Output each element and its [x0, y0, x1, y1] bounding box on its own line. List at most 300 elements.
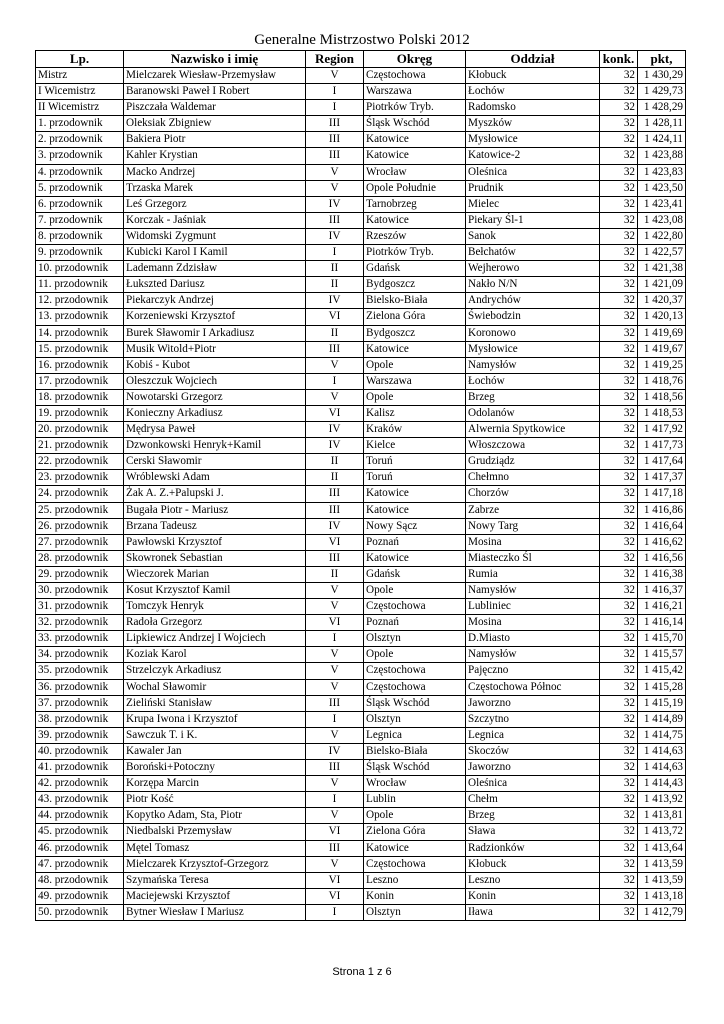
cell-okreg: Śląsk Wschód: [364, 116, 466, 132]
cell-pkt: 1 420,37: [638, 293, 686, 309]
cell-pkt: 1 413,59: [638, 872, 686, 888]
cell-region: IV: [306, 422, 364, 438]
cell-pkt: 1 423,08: [638, 212, 686, 228]
cell-pkt: 1 421,38: [638, 261, 686, 277]
table-row: [36, 68, 686, 84]
cell-lp: 25. przodownik: [36, 502, 124, 518]
cell-lp: 9. przodownik: [36, 245, 124, 261]
cell-name: Widomski Zygmunt: [124, 228, 306, 244]
cell-name: Skowronek Sebastian: [124, 550, 306, 566]
cell-pkt: 1 418,53: [638, 405, 686, 421]
table-row: [36, 164, 686, 180]
cell-konk: 32: [600, 470, 638, 486]
cell-lp: II Wicemistrz: [36, 100, 124, 116]
cell-region: V: [306, 357, 364, 373]
cell-name: Żak A. Z.+Palupski J.: [124, 486, 306, 502]
cell-konk: 32: [600, 373, 638, 389]
cell-oddzial: Namysłów: [466, 357, 600, 373]
cell-okreg: Olsztyn: [364, 904, 466, 920]
cell-name: Leś Grzegorz: [124, 196, 306, 212]
table-row: [36, 325, 686, 341]
cell-okreg: Opole: [364, 357, 466, 373]
cell-region: II: [306, 566, 364, 582]
cell-okreg: Bydgoszcz: [364, 325, 466, 341]
cell-konk: 32: [600, 148, 638, 164]
cell-region: II: [306, 454, 364, 470]
table-row: [36, 792, 686, 808]
cell-okreg: Opole: [364, 389, 466, 405]
cell-lp: 37. przodownik: [36, 695, 124, 711]
table-row: [36, 824, 686, 840]
cell-region: V: [306, 663, 364, 679]
cell-pkt: 1 416,64: [638, 518, 686, 534]
cell-lp: 35. przodownik: [36, 663, 124, 679]
cell-oddzial: Chorzów: [466, 486, 600, 502]
header-name: Nazwisko i imię: [124, 51, 306, 68]
cell-lp: I Wicemistrz: [36, 84, 124, 100]
cell-konk: 32: [600, 196, 638, 212]
cell-name: Burek Sławomir I Arkadiusz: [124, 325, 306, 341]
cell-okreg: Katowice: [364, 132, 466, 148]
cell-name: Mętel Tomasz: [124, 840, 306, 856]
table-row: [36, 470, 686, 486]
cell-pkt: 1 421,09: [638, 277, 686, 293]
cell-region: V: [306, 776, 364, 792]
table-row: [36, 615, 686, 631]
cell-lp: 2. przodownik: [36, 132, 124, 148]
cell-pkt: 1 423,88: [638, 148, 686, 164]
cell-lp: 46. przodownik: [36, 840, 124, 856]
cell-pkt: 1 416,38: [638, 566, 686, 582]
header-region: Region: [306, 51, 364, 68]
cell-lp: 38. przodownik: [36, 711, 124, 727]
cell-region: III: [306, 695, 364, 711]
cell-region: II: [306, 261, 364, 277]
cell-konk: 32: [600, 824, 638, 840]
cell-konk: 32: [600, 84, 638, 100]
cell-name: Tomczyk Henryk: [124, 599, 306, 615]
cell-okreg: Kielce: [364, 438, 466, 454]
cell-pkt: 1 422,57: [638, 245, 686, 261]
cell-oddzial: Prudnik: [466, 180, 600, 196]
table-row: [36, 373, 686, 389]
cell-oddzial: Radzionków: [466, 840, 600, 856]
cell-name: Zieliński Stanisław: [124, 695, 306, 711]
table-row: [36, 776, 686, 792]
cell-name: Kobiś - Kubot: [124, 357, 306, 373]
table-row: [36, 309, 686, 325]
cell-konk: 32: [600, 518, 638, 534]
cell-okreg: Piotrków Tryb.: [364, 245, 466, 261]
cell-okreg: Piotrków Tryb.: [364, 100, 466, 116]
cell-lp: 15. przodownik: [36, 341, 124, 357]
cell-name: Sawczuk T. i K.: [124, 727, 306, 743]
cell-pkt: 1 417,37: [638, 470, 686, 486]
table-row: [36, 132, 686, 148]
cell-lp: 1. przodownik: [36, 116, 124, 132]
cell-region: II: [306, 470, 364, 486]
cell-konk: 32: [600, 856, 638, 872]
cell-lp: 26. przodownik: [36, 518, 124, 534]
cell-name: Wróblewski Adam: [124, 470, 306, 486]
cell-pkt: 1 423,83: [638, 164, 686, 180]
table-header-row: [36, 51, 686, 68]
table-row: [36, 840, 686, 856]
cell-pkt: 1 416,14: [638, 615, 686, 631]
cell-konk: 32: [600, 261, 638, 277]
table-row: [36, 518, 686, 534]
cell-name: Korzępa Marcin: [124, 776, 306, 792]
cell-okreg: Gdańsk: [364, 261, 466, 277]
cell-region: VI: [306, 534, 364, 550]
cell-konk: 32: [600, 180, 638, 196]
cell-oddzial: Namysłów: [466, 583, 600, 599]
cell-oddzial: Włoszczowa: [466, 438, 600, 454]
cell-name: Strzelczyk Arkadiusz: [124, 663, 306, 679]
cell-konk: 32: [600, 727, 638, 743]
cell-oddzial: Bełchatów: [466, 245, 600, 261]
cell-pkt: 1 413,59: [638, 856, 686, 872]
table-row: [36, 212, 686, 228]
cell-pkt: 1 413,64: [638, 840, 686, 856]
cell-oddzial: Mosina: [466, 615, 600, 631]
cell-pkt: 1 417,73: [638, 438, 686, 454]
cell-name: Konieczny Arkadiusz: [124, 405, 306, 421]
cell-konk: 32: [600, 212, 638, 228]
cell-lp: 5. przodownik: [36, 180, 124, 196]
cell-lp: 31. przodownik: [36, 599, 124, 615]
cell-oddzial: Leszno: [466, 872, 600, 888]
cell-okreg: Zielona Góra: [364, 309, 466, 325]
cell-oddzial: Nakło N/N: [466, 277, 600, 293]
cell-oddzial: Oleśnica: [466, 164, 600, 180]
cell-konk: 32: [600, 68, 638, 84]
cell-pkt: 1 423,41: [638, 196, 686, 212]
cell-oddzial: Andrychów: [466, 293, 600, 309]
header-okreg: Okręg: [364, 51, 466, 68]
cell-name: Mielczarek Krzysztof-Grzegorz: [124, 856, 306, 872]
cell-okreg: Olsztyn: [364, 631, 466, 647]
cell-konk: 32: [600, 357, 638, 373]
cell-pkt: 1 412,79: [638, 904, 686, 920]
cell-region: V: [306, 727, 364, 743]
cell-region: III: [306, 840, 364, 856]
cell-oddzial: Brzeg: [466, 808, 600, 824]
cell-pkt: 1 416,86: [638, 502, 686, 518]
cell-oddzial: Mysłowice: [466, 132, 600, 148]
table-row: [36, 357, 686, 373]
cell-oddzial: Sanok: [466, 228, 600, 244]
cell-okreg: Legnica: [364, 727, 466, 743]
cell-region: V: [306, 679, 364, 695]
cell-region: III: [306, 148, 364, 164]
cell-region: V: [306, 808, 364, 824]
cell-region: I: [306, 245, 364, 261]
cell-name: Oleksiak Zbigniew: [124, 116, 306, 132]
cell-okreg: Olsztyn: [364, 711, 466, 727]
cell-oddzial: Mosina: [466, 534, 600, 550]
cell-region: IV: [306, 743, 364, 759]
cell-okreg: Gdańsk: [364, 566, 466, 582]
cell-pkt: 1 428,11: [638, 116, 686, 132]
cell-pkt: 1 415,70: [638, 631, 686, 647]
cell-name: Dzwonkowski Henryk+Kamil: [124, 438, 306, 454]
cell-lp: 14. przodownik: [36, 325, 124, 341]
cell-name: Radoła Grzegorz: [124, 615, 306, 631]
cell-konk: 32: [600, 277, 638, 293]
cell-konk: 32: [600, 904, 638, 920]
cell-oddzial: Jaworzno: [466, 695, 600, 711]
cell-lp: 49. przodownik: [36, 888, 124, 904]
table-row: [36, 341, 686, 357]
cell-region: II: [306, 277, 364, 293]
cell-pkt: 1 419,25: [638, 357, 686, 373]
cell-pkt: 1 418,76: [638, 373, 686, 389]
cell-okreg: Wrocław: [364, 164, 466, 180]
cell-region: III: [306, 212, 364, 228]
cell-oddzial: Iława: [466, 904, 600, 920]
cell-name: Musik Witold+Piotr: [124, 341, 306, 357]
cell-konk: 32: [600, 438, 638, 454]
cell-okreg: Kalisz: [364, 405, 466, 421]
table-row: [36, 679, 686, 695]
cell-name: Boroński+Potoczny: [124, 760, 306, 776]
cell-pkt: 1 430,29: [638, 68, 686, 84]
cell-lp: 27. przodownik: [36, 534, 124, 550]
cell-oddzial: Skoczów: [466, 743, 600, 759]
cell-name: Brzana Tadeusz: [124, 518, 306, 534]
cell-name: Trzaska Marek: [124, 180, 306, 196]
cell-pkt: 1 414,63: [638, 760, 686, 776]
cell-lp: 34. przodownik: [36, 647, 124, 663]
cell-name: Lipkiewicz Andrzej I Wojciech: [124, 631, 306, 647]
cell-konk: 32: [600, 245, 638, 261]
cell-oddzial: D.Miasto: [466, 631, 600, 647]
cell-lp: 42. przodownik: [36, 776, 124, 792]
cell-oddzial: Rumia: [466, 566, 600, 582]
cell-pkt: 1 419,67: [638, 341, 686, 357]
table-row: [36, 872, 686, 888]
cell-oddzial: Radomsko: [466, 100, 600, 116]
table-body: [36, 68, 686, 921]
cell-konk: 32: [600, 486, 638, 502]
cell-name: Lademann Zdzisław: [124, 261, 306, 277]
cell-okreg: Nowy Sącz: [364, 518, 466, 534]
cell-lp: 20. przodownik: [36, 422, 124, 438]
table-row: [36, 711, 686, 727]
cell-pkt: 1 416,56: [638, 550, 686, 566]
cell-pkt: 1 417,92: [638, 422, 686, 438]
cell-konk: 32: [600, 309, 638, 325]
cell-region: I: [306, 373, 364, 389]
cell-okreg: Opole: [364, 808, 466, 824]
cell-name: Koziak Karol: [124, 647, 306, 663]
cell-region: III: [306, 132, 364, 148]
cell-konk: 32: [600, 888, 638, 904]
cell-konk: 32: [600, 566, 638, 582]
cell-konk: 32: [600, 760, 638, 776]
cell-oddzial: Sława: [466, 824, 600, 840]
cell-oddzial: Kłobuck: [466, 856, 600, 872]
table-row: [36, 245, 686, 261]
cell-okreg: Zielona Góra: [364, 824, 466, 840]
table-row: [36, 695, 686, 711]
cell-pkt: 1 416,37: [638, 583, 686, 599]
cell-okreg: Katowice: [364, 550, 466, 566]
cell-pkt: 1 415,28: [638, 679, 686, 695]
cell-pkt: 1 417,64: [638, 454, 686, 470]
cell-region: I: [306, 792, 364, 808]
cell-region: III: [306, 486, 364, 502]
cell-okreg: Bielsko-Biała: [364, 293, 466, 309]
cell-name: Kopytko Adam, Sta, Piotr: [124, 808, 306, 824]
cell-okreg: Wrocław: [364, 776, 466, 792]
table-row: [36, 583, 686, 599]
cell-region: IV: [306, 518, 364, 534]
cell-okreg: Katowice: [364, 148, 466, 164]
table-row: [36, 84, 686, 100]
cell-lp: 8. przodownik: [36, 228, 124, 244]
header-oddzial: Oddział: [466, 51, 600, 68]
cell-oddzial: Świebodzin: [466, 309, 600, 325]
cell-okreg: Toruń: [364, 454, 466, 470]
cell-lp: 24. przodownik: [36, 486, 124, 502]
cell-oddzial: Łochów: [466, 84, 600, 100]
cell-oddzial: Namysłów: [466, 647, 600, 663]
cell-pkt: 1 415,57: [638, 647, 686, 663]
cell-pkt: 1 416,21: [638, 599, 686, 615]
cell-region: VI: [306, 405, 364, 421]
cell-pkt: 1 417,18: [638, 486, 686, 502]
cell-oddzial: Konin: [466, 888, 600, 904]
cell-pkt: 1 420,13: [638, 309, 686, 325]
cell-pkt: 1 414,75: [638, 727, 686, 743]
cell-region: V: [306, 599, 364, 615]
cell-name: Wieczorek Marian: [124, 566, 306, 582]
cell-lp: 40. przodownik: [36, 743, 124, 759]
cell-oddzial: Brzeg: [466, 389, 600, 405]
cell-pkt: 1 429,73: [638, 84, 686, 100]
cell-lp: 36. przodownik: [36, 679, 124, 695]
table-row: [36, 599, 686, 615]
cell-konk: 32: [600, 695, 638, 711]
cell-pkt: 1 422,80: [638, 228, 686, 244]
cell-name: Oleszczuk Wojciech: [124, 373, 306, 389]
cell-oddzial: Chełmno: [466, 470, 600, 486]
cell-name: Kawaler Jan: [124, 743, 306, 759]
cell-oddzial: Grudziądz: [466, 454, 600, 470]
cell-name: Kahler Krystian: [124, 148, 306, 164]
table-row: [36, 422, 686, 438]
cell-konk: 32: [600, 711, 638, 727]
cell-konk: 32: [600, 550, 638, 566]
cell-name: Baranowski Paweł I Robert: [124, 84, 306, 100]
cell-oddzial: Alwernia Spytkowice: [466, 422, 600, 438]
cell-oddzial: Myszków: [466, 116, 600, 132]
cell-konk: 32: [600, 840, 638, 856]
cell-konk: 32: [600, 663, 638, 679]
table-row: [36, 277, 686, 293]
cell-region: VI: [306, 872, 364, 888]
cell-okreg: Lublin: [364, 792, 466, 808]
cell-lp: 16. przodownik: [36, 357, 124, 373]
cell-pkt: 1 424,11: [638, 132, 686, 148]
cell-oddzial: Jaworzno: [466, 760, 600, 776]
cell-okreg: Śląsk Wschód: [364, 760, 466, 776]
cell-pkt: 1 414,43: [638, 776, 686, 792]
cell-konk: 32: [600, 132, 638, 148]
table-row: [36, 196, 686, 212]
cell-region: VI: [306, 615, 364, 631]
table-row: [36, 116, 686, 132]
cell-name: Niedbalski Przemysław: [124, 824, 306, 840]
cell-oddzial: Legnica: [466, 727, 600, 743]
cell-lp: Mistrz: [36, 68, 124, 84]
cell-konk: 32: [600, 341, 638, 357]
cell-pkt: 1 413,18: [638, 888, 686, 904]
cell-name: Wochal Sławomir: [124, 679, 306, 695]
cell-region: V: [306, 164, 364, 180]
cell-okreg: Częstochowa: [364, 599, 466, 615]
cell-lp: 30. przodownik: [36, 583, 124, 599]
page-title: Generalne Mistrzostwo Polski 2012: [254, 32, 470, 48]
header-lp: Lp.: [36, 51, 124, 68]
cell-region: I: [306, 711, 364, 727]
table-row: [36, 888, 686, 904]
table-row: [36, 454, 686, 470]
cell-region: V: [306, 856, 364, 872]
cell-okreg: Leszno: [364, 872, 466, 888]
cell-oddzial: Miasteczko Śl: [466, 550, 600, 566]
cell-konk: 32: [600, 422, 638, 438]
cell-lp: 32. przodownik: [36, 615, 124, 631]
cell-konk: 32: [600, 116, 638, 132]
cell-okreg: Bielsko-Biała: [364, 743, 466, 759]
table-row: [36, 647, 686, 663]
cell-oddzial: Pajęczno: [466, 663, 600, 679]
cell-region: III: [306, 550, 364, 566]
table-row: [36, 180, 686, 196]
cell-region: I: [306, 84, 364, 100]
cell-lp: 17. przodownik: [36, 373, 124, 389]
table-row: [36, 148, 686, 164]
cell-pkt: 1 413,72: [638, 824, 686, 840]
cell-okreg: Tarnobrzeg: [364, 196, 466, 212]
cell-lp: 19. przodownik: [36, 405, 124, 421]
cell-oddzial: Piekary Śl-1: [466, 212, 600, 228]
cell-region: IV: [306, 293, 364, 309]
cell-konk: 32: [600, 872, 638, 888]
cell-pkt: 1 413,81: [638, 808, 686, 824]
table-row: [36, 808, 686, 824]
cell-lp: 41. przodownik: [36, 760, 124, 776]
cell-konk: 32: [600, 808, 638, 824]
header-konk: konk.: [600, 51, 638, 68]
cell-pkt: 1 428,29: [638, 100, 686, 116]
cell-region: V: [306, 180, 364, 196]
cell-okreg: Warszawa: [364, 373, 466, 389]
cell-okreg: Bydgoszcz: [364, 277, 466, 293]
cell-konk: 32: [600, 228, 638, 244]
cell-lp: 10. przodownik: [36, 261, 124, 277]
cell-lp: 50. przodownik: [36, 904, 124, 920]
cell-region: III: [306, 502, 364, 518]
cell-oddzial: Koronowo: [466, 325, 600, 341]
cell-region: I: [306, 631, 364, 647]
cell-name: Krupa Iwona i Krzysztof: [124, 711, 306, 727]
cell-region: VI: [306, 824, 364, 840]
table-row: [36, 261, 686, 277]
